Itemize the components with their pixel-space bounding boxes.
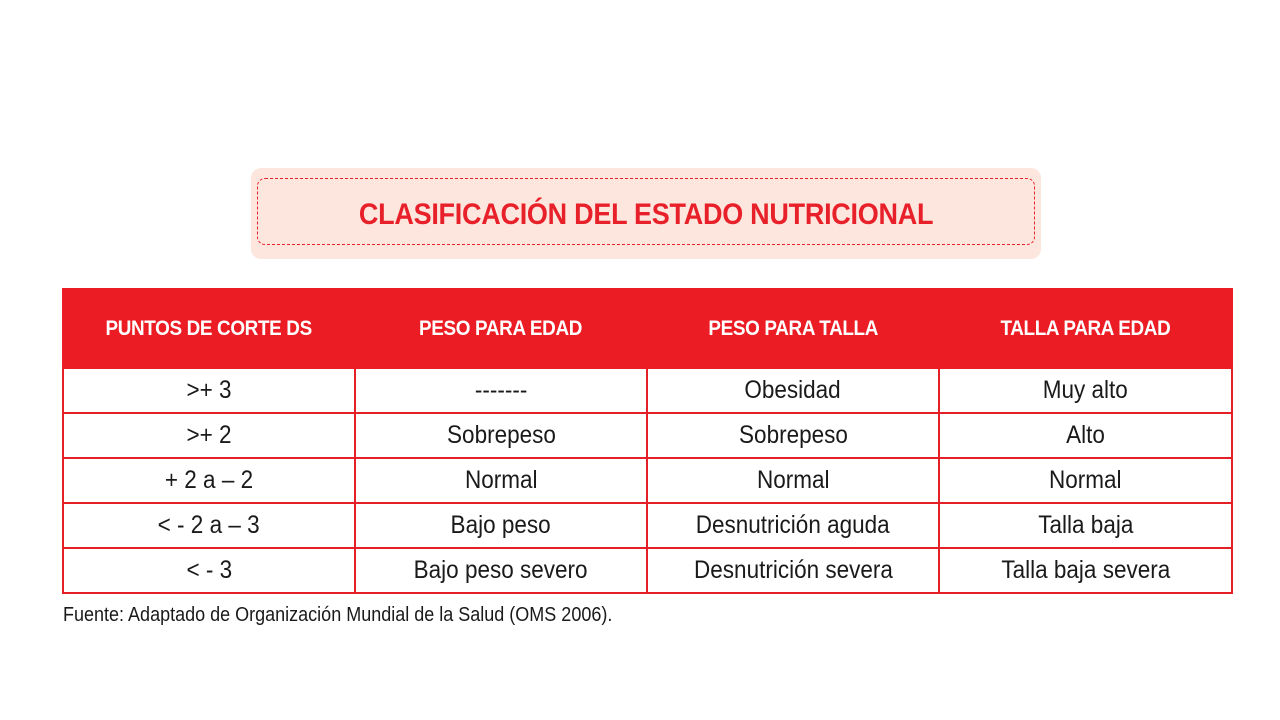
table-row — [63, 548, 1232, 593]
table-cell: Normal — [939, 458, 1232, 503]
table-cell: >+ 2 — [63, 413, 355, 458]
table-cell: Desnutrición aguda — [647, 503, 939, 548]
header-cell-cutoff: PUNTOS DE CORTE DS — [63, 289, 355, 368]
table-cell: Bajo peso — [355, 503, 647, 548]
table-cell: Muy alto — [939, 368, 1232, 413]
table-header-row — [63, 289, 1232, 368]
table-cell: Normal — [355, 458, 647, 503]
table-cell: + 2 a – 2 — [63, 458, 355, 503]
title-dashed-frame — [257, 178, 1035, 245]
title-banner — [251, 168, 1041, 259]
table-cell: >+ 3 — [63, 368, 355, 413]
table-cell: Obesidad — [647, 368, 939, 413]
table-cell: Talla baja — [939, 503, 1232, 548]
header-cell-weight-for-height: PESO PARA TALLA — [647, 289, 939, 368]
table-cell: Sobrepeso — [355, 413, 647, 458]
table-cell: Sobrepeso — [647, 413, 939, 458]
table-row — [63, 368, 1232, 413]
table-cell: < - 3 — [63, 548, 355, 593]
table-cell: Normal — [647, 458, 939, 503]
table-cell: < - 2 a – 3 — [63, 503, 355, 548]
table-row — [63, 413, 1232, 458]
table-row — [63, 458, 1232, 503]
classification-table — [62, 288, 1233, 594]
table-cell: Bajo peso severo — [355, 548, 647, 593]
table-cell: ------- — [355, 368, 647, 413]
table-cell: Desnutrición severa — [647, 548, 939, 593]
page-title: CLASIFICACIÓN DEL ESTADO NUTRICIONAL — [358, 197, 934, 231]
table-row — [63, 503, 1232, 548]
header-cell-weight-for-age: PESO PARA EDAD — [355, 289, 647, 368]
source-caption: Fuente: Adaptado de Organización Mundial de la Salud (OMS 2006). — [63, 604, 613, 626]
header-cell-height-for-age: TALLA PARA EDAD — [939, 289, 1232, 368]
table-cell: Talla baja severa — [939, 548, 1232, 593]
table-cell: Alto — [939, 413, 1232, 458]
